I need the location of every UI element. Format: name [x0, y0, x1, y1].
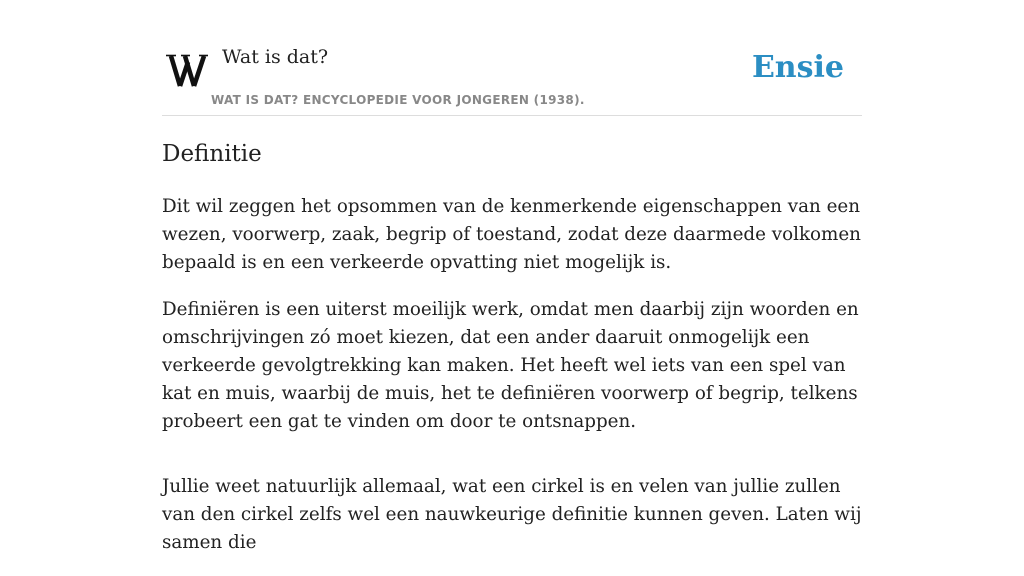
article-heading: Definitie: [162, 141, 262, 167]
article-content: [162, 136, 864, 576]
article-paragraph: Dit wil zeggen het opsommen van de kenmerkende eigenschappen van een wezen, voorwerp, zaak, begrip of toestand, zodat deze daarmede volkomen bepaald is en een verkeerde opvatting niet mogelijk is.: [162, 196, 861, 273]
wikipedia-w-icon[interactable]: [165, 52, 209, 90]
source-subtitle: WAT IS DAT? ENCYCLOPEDIE VOOR JONGEREN (1938).: [211, 93, 585, 107]
article-paragraph: Jullie weet natuurlijk allemaal, wat een cirkel is en velen van jullie zullen van den cirkel zelfs wel een nauwkeurige definitie kunnen geven. Laten wij samen die: [162, 476, 862, 553]
ensie-brand-logo[interactable]: Ensie: [751, 50, 844, 85]
article-paragraph: Definiëren is een uiterst moeilijk werk, omdat men daarbij zijn woorden en omschrijvingen zó moet kiezen, dat een ander daaruit onmogelijk een verkeerde gevolgtrekking kan maken. Het heeft wel iets van een spel van kat en muis, waarbij de muis, het te definiëren voorwerp of begrip, telkens probeert een gat te vinden om door te ontsnappen.: [162, 299, 859, 432]
page-header: [162, 40, 862, 116]
site-title[interactable]: Wat is dat?: [222, 46, 329, 68]
